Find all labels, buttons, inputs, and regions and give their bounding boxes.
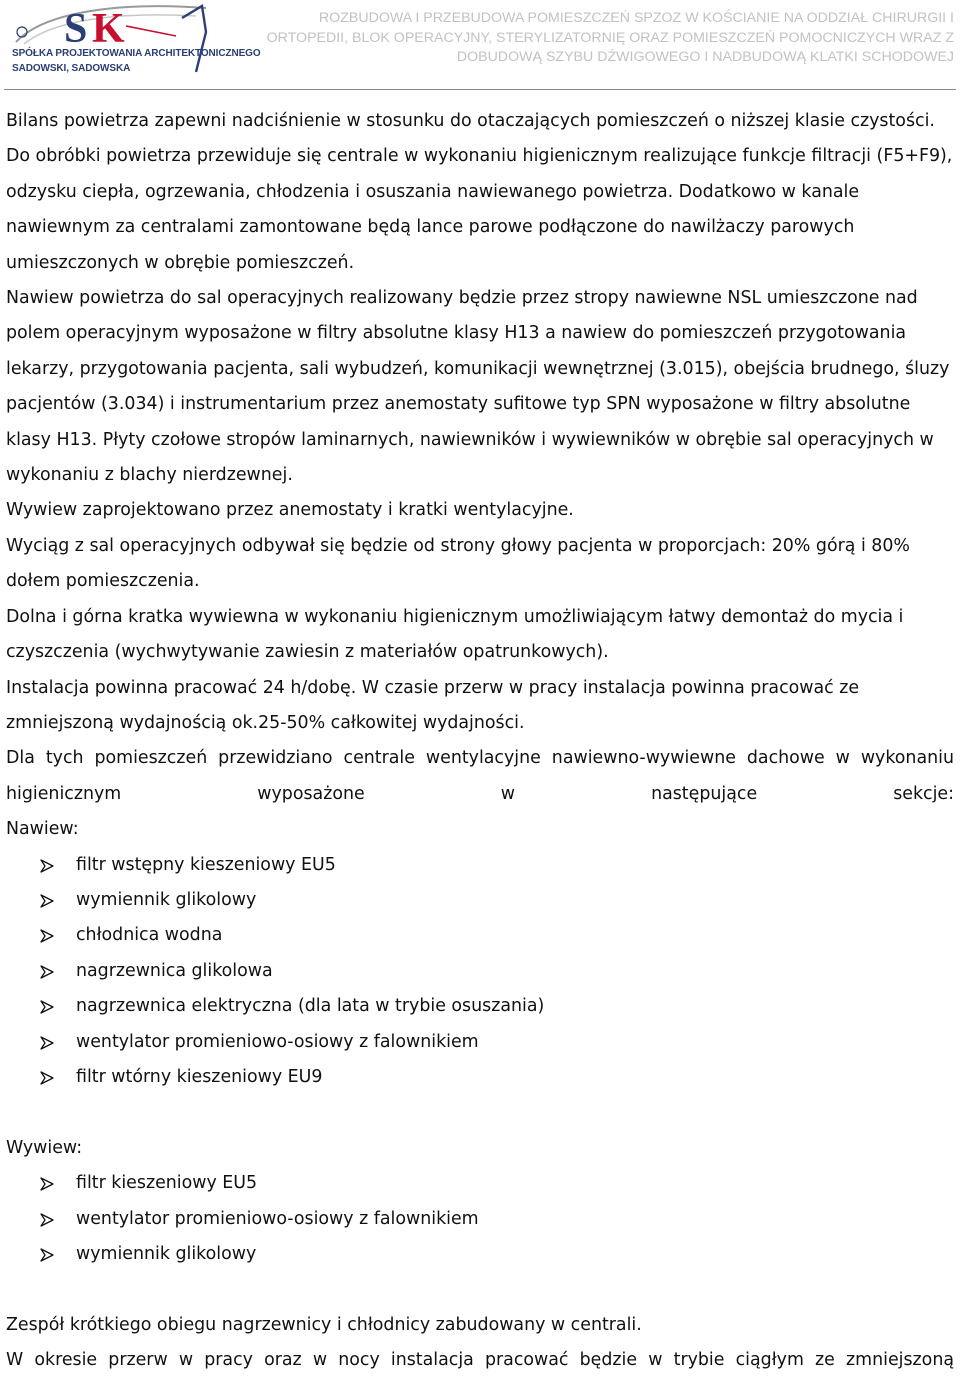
list-item [6,1060,954,1095]
arrowhead-bullet-icon [40,965,54,979]
list-item-text: filtr wstępny kieszeniowy EU5 [76,854,336,875]
blank-line [6,1272,954,1307]
logo-owners: SADOWSKI, SADOWSKA [12,63,131,74]
arrowhead-bullet-icon [40,894,54,908]
paragraph-short-circuit: Zespół krótkiego obiegu nagrzewnicy i chłodnicy zabudowany w centrali. [6,1314,642,1335]
company-logo [6,2,261,82]
paragraph-unit-sections: Dla tych pomieszczeń przewidziano centrale wentylacyjne nawiewno-wywiewne dachowe w wykonaniu higienicznym wyposażone w następujące sekcje: [6,748,954,804]
paragraph-exhaust-grilles: Dolna i górna kratka wywiewna w wykonaniu higienicznym umożliwiającym łatwy demontaż do mycia i czyszczenia (wychwytywanie zawiesin z materiałów opatrunkowych). [6,606,904,663]
arrowhead-bullet-icon [40,1000,54,1014]
paragraph-night-mode: W okresie przerw w pracy oraz w nocy instalacja pracować będzie w trybie ciągłym ze zmniejszoną [6,1350,954,1371]
svg-text:S: S [64,6,88,52]
list-item [6,848,954,883]
list-item [6,883,954,918]
list-item-text: wymiennik glikolowy [76,889,257,910]
document-body [6,104,954,1379]
arrowhead-bullet-icon [40,929,54,943]
list-item [6,918,954,953]
list-item [6,1237,954,1272]
list-item-text: chłodnica wodna [76,925,223,946]
list-item-text: filtr wtórny kieszeniowy EU9 [76,1066,323,1087]
list-item-text: nagrzewnica elektryczna (dla lata w trybie osuszania) [76,996,545,1017]
list-item [6,1202,954,1237]
arrowhead-bullet-icon [40,1248,54,1262]
paragraph-air-balance: Bilans powietrza zapewni nadciśnienie w stosunku do otaczających pomieszczeń o niższej klasie czystości. [6,111,935,131]
list-item-text: wymiennik glikolowy [76,1243,257,1264]
blank-line [6,1095,954,1130]
arrowhead-bullet-icon [40,1213,54,1227]
exhaust-section-label: Wywiew: [6,1137,83,1158]
list-item-text: wentylator promieniowo-osiowy z falownikiem [76,1208,479,1229]
arrowhead-bullet-icon [40,1036,54,1050]
paragraph-operation-hours: Instalacja powinna pracować 24 h/dobę. W czasie przerw w pracy instalacja powinna pracować ze zmniejszoną wydajnością ok.25-50% całkowitej wydajności. [6,677,860,733]
header-divider [4,89,956,90]
paragraph-exhaust: Wywiew zaprojektowano przez anemostaty i kratki wentylacyjne. [6,500,574,521]
list-item [6,1025,954,1060]
list-item [6,989,954,1024]
list-item [6,954,954,989]
svg-text:K: K [92,6,125,52]
list-item-text: filtr kieszeniowy EU5 [76,1173,258,1194]
paragraph-air-handling-units: Do obróbki powietrza przewiduje się centrale w wykonaniu higienicznym realizujące funkcje filtracji (F5+F9), odzysku ciepła, ogrzewania, chłodzenia i osuszania nawiewanego powietrza. Dodatkowo w kanale nawiewnym za centralami zamontowane będą lance parowe podłączone do nawilżaczy parowych umieszczonych w obrębie pomieszczeń. [6,146,953,273]
logo-company-name: SPÓŁKA PROJEKTOWANIA ARCHITEKTONICZNEGO [12,48,261,59]
exhaust-sections-list [6,1166,954,1272]
arrowhead-bullet-icon [40,859,54,873]
supply-sections-list [6,848,954,1096]
supply-section-label: Nawiew: [6,819,79,840]
paragraph-supply-air: Nawiew powietrza do sal operacyjnych realizowany będzie przez stropy nawiewne NSL umieszczone nad polem operacyjnym wyposażone w filtry absolutne klasy H13 a nawiew do pomieszczeń przygotowania lekarzy, przygotowania pacjenta, sali wybudzeń, komunikacji wewnętrznej (3.015), obejścia brudnego, śluzy pacjentów (3.034) i instrumentarium przez anemostaty sufitowe typ SPN wyposażone w filtry absolutne klasy H13. Płyty czołowe stropów laminarnych, nawiewników i wywiewników w obrębie sal operacyjnych w wykonaniu z blachy nierdzewnej. [6,288,950,486]
arrowhead-bullet-icon [40,1071,54,1085]
page-header [0,0,960,90]
project-title: ROZBUDOWA I PRZEBUDOWA POMIESZCZEŃ SPZOZ W KOŚCIANIE NA ODDZIAŁ CHIRURGII I ORTOPEDII, BLOK OPERACYJNY, STERYLIZATORNIĘ ORAZ POMIESZCZEŃ POMOCNICZYCH WRAZ Z DOBUDOWĄ SZYBU DŹWIGOWEGO I NADBUDOWĄ KLATKI SCHODOWEJ [266,10,954,65]
paragraph-extraction-ratio: Wyciąg z sal operacyjnych odbywał się będzie od strony głowy pacjenta w proporcjach: 20% górą i 80% dołem pomieszczenia. [6,535,910,592]
arrowhead-bullet-icon [40,1177,54,1191]
list-item-text: nagrzewnica glikolowa [76,960,273,981]
list-item [6,1166,954,1201]
list-item-text: wentylator promieniowo-osiowy z falownikiem [76,1031,479,1052]
